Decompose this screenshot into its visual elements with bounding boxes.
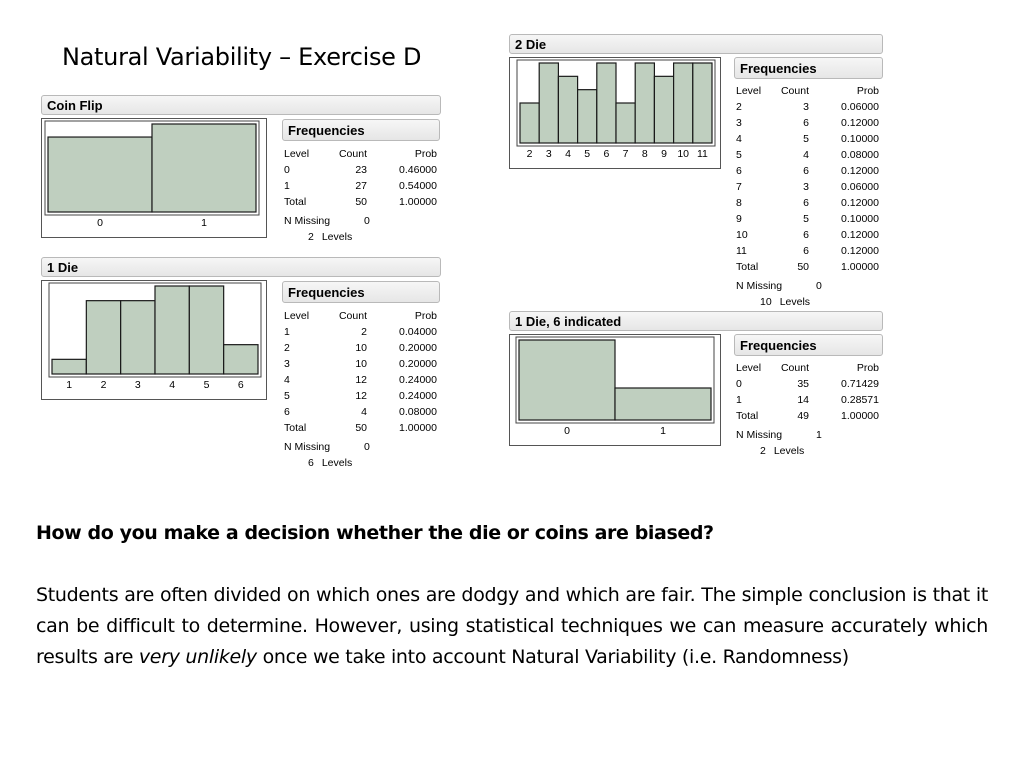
level-cell: 4 — [736, 133, 742, 145]
tick-label-3: 3 — [545, 148, 552, 160]
bar-0[interactable] — [519, 340, 615, 420]
one-die-chart — [41, 280, 267, 400]
chart-svg — [42, 281, 266, 399]
prob-cell: 0.06000 — [841, 181, 879, 193]
tick-label-0: 0 — [564, 425, 570, 437]
coin-flip-frequency-table — [284, 146, 437, 245]
n-missing-value: 0 — [364, 441, 370, 453]
two-die-chart — [509, 57, 721, 169]
levels-label: Levels — [321, 457, 353, 469]
bar-0[interactable] — [48, 137, 152, 212]
table-row — [736, 211, 879, 227]
tick-label-4: 4 — [565, 148, 571, 160]
table-row — [284, 340, 437, 356]
table-row — [284, 388, 437, 404]
count-cell: 10 — [355, 358, 367, 370]
n-missing-row — [736, 427, 879, 443]
count-cell: 12 — [355, 374, 367, 386]
die-six-indicated-frequency-table — [736, 360, 879, 459]
level-cell: 1 — [284, 326, 290, 338]
level-cell: 5 — [736, 149, 742, 161]
table-row — [284, 404, 437, 420]
prob-cell: 0.46000 — [399, 164, 437, 176]
bar-11[interactable] — [693, 63, 712, 143]
die-six-indicated-frequencies-header[interactable]: Frequencies — [734, 334, 883, 356]
paragraph-part-1: Students are often divided on which ones are dodgy and which are fair. The simple conclusion is that it can be difficult to determine. However, using statistical techniques we can measure accurately which results are — [36, 584, 988, 668]
level-cell: 2 — [284, 342, 290, 354]
two-die-frequencies-header[interactable]: Frequencies — [734, 57, 883, 79]
levels-label: Levels — [773, 445, 805, 457]
n-missing-label: N Missing — [284, 215, 331, 227]
level-cell: Total — [284, 196, 307, 208]
n-missing-value: 0 — [816, 280, 822, 292]
prob-cell: 1.00000 — [399, 196, 437, 208]
table-total-row — [736, 408, 879, 424]
level-cell: 6 — [284, 406, 290, 418]
count-cell: 35 — [797, 378, 809, 390]
slide-title: Natural Variability – Exercise D — [62, 43, 422, 71]
levels-row — [284, 229, 437, 245]
level-cell: Total — [736, 261, 759, 273]
prob-cell: 0.20000 — [399, 342, 437, 354]
level-cell: 0 — [284, 164, 290, 176]
tick-label-4: 4 — [169, 379, 176, 391]
n-missing-row — [736, 278, 879, 294]
count-cell: 14 — [797, 394, 809, 406]
count-cell: 49 — [797, 410, 809, 422]
table-row — [736, 227, 879, 243]
count-cell: 6 — [803, 229, 809, 241]
tick-label-2: 2 — [526, 148, 533, 160]
level-cell: 3 — [284, 358, 290, 370]
chart-svg — [510, 335, 720, 445]
level-cell: 3 — [736, 117, 742, 129]
table-row — [736, 392, 879, 408]
table-row — [284, 178, 437, 194]
table-total-row — [284, 420, 437, 436]
bar-6[interactable] — [597, 63, 616, 143]
count-cell: 5 — [803, 133, 809, 145]
bar-7[interactable] — [616, 103, 635, 143]
count-cell: 23 — [355, 164, 367, 176]
level-cell: 6 — [736, 165, 742, 177]
bar-1[interactable] — [52, 359, 86, 374]
level-cell: 1 — [284, 180, 290, 192]
prob-cell: 0.08000 — [399, 406, 437, 418]
prob-cell: 0.12000 — [841, 117, 879, 129]
levels-count: 2 — [308, 231, 314, 243]
level-cell: 5 — [284, 390, 290, 402]
tick-label-1: 1 — [201, 217, 207, 229]
tick-label-9: 9 — [661, 148, 667, 160]
count-cell: 3 — [803, 181, 809, 193]
level-cell: 8 — [736, 197, 742, 209]
chart-svg — [510, 58, 720, 168]
bar-4[interactable] — [558, 76, 577, 143]
tick-label-5: 5 — [203, 379, 210, 391]
tick-label-1: 1 — [66, 379, 73, 391]
tick-label-1: 1 — [660, 425, 666, 437]
tick-label-6: 6 — [237, 379, 244, 391]
bar-5[interactable] — [578, 90, 597, 143]
count-cell: 27 — [355, 180, 367, 192]
explanation-paragraph — [36, 580, 988, 673]
bar-8[interactable] — [635, 63, 654, 143]
n-missing-label: N Missing — [736, 280, 783, 292]
bar-1[interactable] — [152, 124, 256, 212]
bar-9[interactable] — [654, 76, 673, 143]
coin-flip-chart — [41, 118, 267, 238]
count-cell: 6 — [803, 165, 809, 177]
level-cell: 0 — [736, 378, 742, 390]
count-cell: 6 — [803, 197, 809, 209]
count-cell: 50 — [355, 196, 367, 208]
prob-cell: 0.12000 — [841, 197, 879, 209]
table-row — [284, 372, 437, 388]
table-row — [284, 324, 437, 340]
prob-cell: 1.00000 — [841, 261, 879, 273]
level-cell: Level — [284, 148, 310, 160]
prob-cell: 0.10000 — [841, 213, 879, 225]
level-cell: 4 — [284, 374, 290, 386]
levels-row — [736, 294, 879, 310]
prob-cell: 0.04000 — [399, 326, 437, 338]
table-row — [736, 115, 879, 131]
tick-label-2: 2 — [100, 379, 107, 391]
one-die-header[interactable]: 1 Die — [41, 257, 441, 277]
level-cell: 1 — [736, 394, 742, 406]
table-row — [736, 376, 879, 392]
table-row — [736, 195, 879, 211]
bar-4[interactable] — [155, 286, 189, 374]
prob-cell: Prob — [414, 310, 437, 322]
levels-count: 2 — [760, 445, 766, 457]
count-cell: 6 — [803, 117, 809, 129]
table-header-row — [284, 146, 437, 162]
levels-label: Levels — [779, 296, 811, 308]
count-cell: 4 — [803, 149, 809, 161]
table-row — [736, 99, 879, 115]
prob-cell: 1.00000 — [841, 410, 879, 422]
two-die-frequency-table — [736, 83, 879, 310]
n-missing-label: N Missing — [736, 429, 783, 441]
prob-cell: 0.71429 — [841, 378, 879, 390]
count-cell: Count — [780, 85, 809, 97]
level-cell: Level — [736, 362, 762, 374]
count-cell: Count — [338, 148, 367, 160]
table-row — [736, 163, 879, 179]
n-missing-row — [284, 213, 437, 229]
tick-label-10: 10 — [677, 148, 690, 160]
question-heading: How do you make a decision whether the die or coins are biased? — [36, 522, 714, 544]
n-missing-label: N Missing — [284, 441, 331, 453]
coin-flip-header[interactable]: Coin Flip — [41, 95, 441, 115]
two-die-header[interactable]: 2 Die — [509, 34, 883, 54]
levels-count: 10 — [760, 296, 772, 308]
table-header-row — [736, 83, 879, 99]
level-cell: 10 — [736, 229, 748, 241]
level-cell: Level — [736, 85, 762, 97]
count-cell: Count — [780, 362, 809, 374]
levels-row — [736, 443, 879, 459]
levels-row — [284, 455, 437, 471]
prob-cell: 0.12000 — [841, 229, 879, 241]
prob-cell: Prob — [856, 362, 879, 374]
prob-cell: 0.20000 — [399, 358, 437, 370]
bar-3[interactable] — [539, 63, 558, 143]
level-cell: Total — [284, 422, 307, 434]
tick-label-3: 3 — [134, 379, 141, 391]
prob-cell: 0.10000 — [841, 133, 879, 145]
level-cell: 9 — [736, 213, 742, 225]
table-row — [736, 243, 879, 259]
table-row — [736, 147, 879, 163]
table-row — [736, 179, 879, 195]
bar-6[interactable] — [224, 345, 258, 374]
tick-label-0: 0 — [97, 217, 103, 229]
count-cell: 3 — [803, 101, 809, 113]
table-header-row — [736, 360, 879, 376]
count-cell: 6 — [803, 245, 809, 257]
bar-2[interactable] — [86, 301, 120, 374]
tick-label-7: 7 — [622, 148, 629, 160]
levels-label: Levels — [321, 231, 353, 243]
count-cell: Count — [338, 310, 367, 322]
die-six-indicated-chart — [509, 334, 721, 446]
table-row — [284, 356, 437, 372]
prob-cell: Prob — [856, 85, 879, 97]
prob-cell: 0.54000 — [399, 180, 437, 192]
prob-cell: 1.00000 — [399, 422, 437, 434]
count-cell: 2 — [361, 326, 367, 338]
prob-cell: 0.28571 — [841, 394, 879, 406]
level-cell: 11 — [736, 245, 747, 257]
level-cell: Level — [284, 310, 310, 322]
prob-cell: Prob — [414, 148, 437, 160]
chart-svg — [42, 119, 266, 237]
count-cell: 50 — [797, 261, 809, 273]
tick-label-11: 11 — [696, 148, 708, 160]
n-missing-value: 0 — [364, 215, 370, 227]
bar-10[interactable] — [674, 63, 693, 143]
n-missing-value: 1 — [816, 429, 822, 441]
paragraph-part-2: once we take into account Natural Variability (i.e. Randomness) — [256, 646, 849, 668]
table-total-row — [736, 259, 879, 275]
n-missing-row — [284, 439, 437, 455]
table-row — [284, 162, 437, 178]
count-cell: 5 — [803, 213, 809, 225]
table-row — [736, 131, 879, 147]
prob-cell: 0.24000 — [399, 374, 437, 386]
level-cell: 7 — [736, 181, 742, 193]
one-die-frequency-table — [284, 308, 437, 471]
count-cell: 12 — [355, 390, 367, 402]
table-header-row — [284, 308, 437, 324]
bar-1[interactable] — [615, 388, 711, 420]
count-cell: 50 — [355, 422, 367, 434]
levels-count: 6 — [308, 457, 314, 469]
prob-cell: 0.08000 — [841, 149, 879, 161]
coin-flip-frequencies-header[interactable]: Frequencies — [282, 119, 440, 141]
bar-2[interactable] — [520, 103, 539, 143]
one-die-frequencies-header[interactable]: Frequencies — [282, 281, 440, 303]
bar-5[interactable] — [189, 286, 223, 374]
prob-cell: 0.12000 — [841, 165, 879, 177]
die-six-indicated-header[interactable]: 1 Die, 6 indicated — [509, 311, 883, 331]
tick-label-6: 6 — [603, 148, 610, 160]
paragraph-emphasis: very unlikely — [138, 646, 257, 668]
table-total-row — [284, 194, 437, 210]
level-cell: 2 — [736, 101, 742, 113]
prob-cell: 0.06000 — [841, 101, 879, 113]
tick-label-5: 5 — [584, 148, 591, 160]
level-cell: Total — [736, 410, 759, 422]
count-cell: 10 — [355, 342, 367, 354]
prob-cell: 0.12000 — [841, 245, 879, 257]
count-cell: 4 — [361, 406, 367, 418]
bar-3[interactable] — [121, 301, 155, 374]
tick-label-8: 8 — [641, 148, 648, 160]
prob-cell: 0.24000 — [399, 390, 437, 402]
